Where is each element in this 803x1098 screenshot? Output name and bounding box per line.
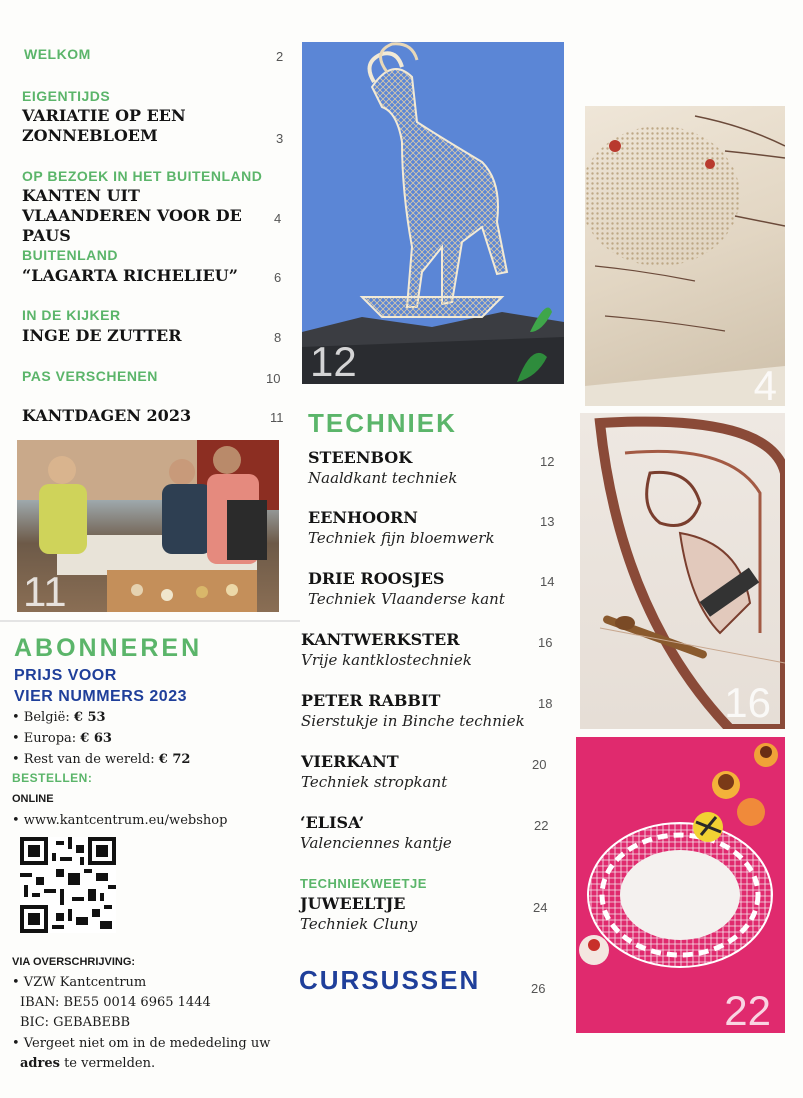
letter-lace-photo — [585, 106, 785, 406]
note-line-1: • Vergeet niet om in de mededeling uw — [12, 1036, 271, 1051]
tech-item-page: 14 — [540, 574, 555, 589]
tech-item-page: 16 — [538, 635, 553, 650]
toc-page: 3 — [276, 131, 284, 146]
tech-item-title[interactable]: DRIE ROOSJES — [308, 569, 445, 588]
webshop-link[interactable]: • www.kantcentrum.eu/webshop — [12, 813, 228, 828]
toc-page: 2 — [276, 49, 284, 64]
tech-item-title[interactable]: STEENBOK — [308, 448, 413, 467]
goat-lace-photo — [302, 42, 564, 384]
transfer-label: VIA OVERSCHRIJVING: — [12, 956, 136, 968]
toc-title[interactable]: INGE DE ZUTTER — [22, 326, 182, 345]
tech-item-page: 20 — [532, 757, 547, 772]
toc-kicker: EIGENTIJDS — [22, 88, 111, 104]
weetje-title[interactable]: JUWEELTJE — [300, 894, 406, 913]
letter-scene-icon — [585, 106, 785, 406]
toc-page: 6 — [274, 270, 282, 285]
toc-kicker[interactable]: PAS VERSCHENEN — [22, 368, 158, 384]
toc-title[interactable]: KANTEN UIT VLAANDEREN VOOR DE PAUS — [22, 186, 242, 245]
iban-line: IBAN: BE55 0014 6965 1444 — [20, 995, 211, 1010]
toc-kicker: IN DE KIJKER — [22, 307, 121, 323]
photo-page-number: 11 — [23, 568, 67, 612]
divider — [0, 620, 300, 622]
tech-item-subtitle: Vrije kantklostechniek — [301, 651, 472, 669]
photo-page-number: 22 — [724, 987, 771, 1033]
photo-page-number: 4 — [753, 362, 777, 406]
cursussen-heading[interactable]: CURSUSSEN — [299, 965, 481, 995]
tech-item-subtitle: Techniek stropkant — [301, 773, 448, 791]
note-line-2: adres te vermelden. — [20, 1056, 156, 1071]
weetje-page: 24 — [533, 900, 548, 915]
photo-page-number: 12 — [310, 338, 357, 384]
tech-item-page: 12 — [540, 454, 555, 469]
tech-item-title[interactable]: ‘ELISA’ — [300, 813, 365, 832]
online-label: ONLINE — [12, 793, 54, 805]
tech-item-subtitle: Techniek fijn bloemwerk — [308, 529, 495, 547]
tech-item-page: 18 — [538, 696, 553, 711]
price-belgium: • België: € 53 — [12, 710, 106, 725]
market-photo — [17, 440, 279, 612]
photo-page-number: 16 — [724, 679, 771, 726]
doily-photo — [576, 737, 785, 1033]
price-europe: • Europa: € 63 — [12, 731, 112, 746]
tech-item-subtitle: Valenciennes kantje — [300, 834, 452, 852]
techniek-heading: TECHNIEK — [308, 408, 457, 438]
subscribe-heading: ABONNEREN — [14, 634, 203, 662]
toc-kicker[interactable]: WELKOM — [24, 46, 91, 62]
tech-item-page: 22 — [534, 818, 549, 833]
toc-page: 10 — [266, 371, 281, 386]
toc-title[interactable]: KANTDAGEN 2023 — [22, 406, 192, 425]
tech-item-title[interactable]: EENHOORN — [308, 508, 418, 527]
order-label: BESTELLEN: — [12, 771, 93, 785]
tech-item-subtitle: Naaldkant techniek — [308, 469, 458, 487]
tech-item-page: 13 — [540, 514, 555, 529]
tech-item-title[interactable]: VIERKANT — [301, 752, 399, 771]
weetje-kicker: TECHNIEKWEETJE — [300, 876, 427, 891]
vzw-line: • VZW Kantcentrum — [12, 975, 147, 990]
toc-title[interactable]: VARIATIE OP EEN ZONNEBLOEM — [22, 106, 186, 145]
tech-item-title[interactable]: KANTWERKSTER — [301, 630, 460, 649]
price-heading-1: PRIJS VOOR — [14, 667, 117, 684]
toc-page: 11 — [270, 410, 284, 425]
tech-item-title[interactable]: PETER RABBIT — [301, 691, 441, 710]
goat-lace-icon — [302, 42, 564, 384]
price-heading-2: VIER NUMMERS 2023 — [14, 688, 187, 705]
qr-code[interactable] — [20, 837, 116, 933]
toc-kicker: BUITENLAND — [22, 247, 118, 263]
toc-page: 8 — [274, 330, 282, 345]
cursussen-page: 26 — [531, 981, 546, 996]
toc-page: 4 — [274, 211, 282, 226]
price-world: • Rest van de wereld: € 72 — [12, 752, 191, 767]
tech-item-subtitle: Sierstukje in Binche techniek — [301, 712, 525, 730]
toc-title[interactable]: “LAGARTA RICHELIEU” — [22, 266, 238, 285]
bic-line: BIC: GEBABEBB — [20, 1015, 131, 1030]
tech-item-subtitle: Techniek Vlaanderse kant — [308, 590, 505, 608]
bobbin-lace-photo — [580, 413, 785, 729]
toc-kicker: OP BEZOEK IN HET BUITENLAND — [22, 168, 263, 184]
weetje-subtitle: Techniek Cluny — [300, 915, 418, 933]
